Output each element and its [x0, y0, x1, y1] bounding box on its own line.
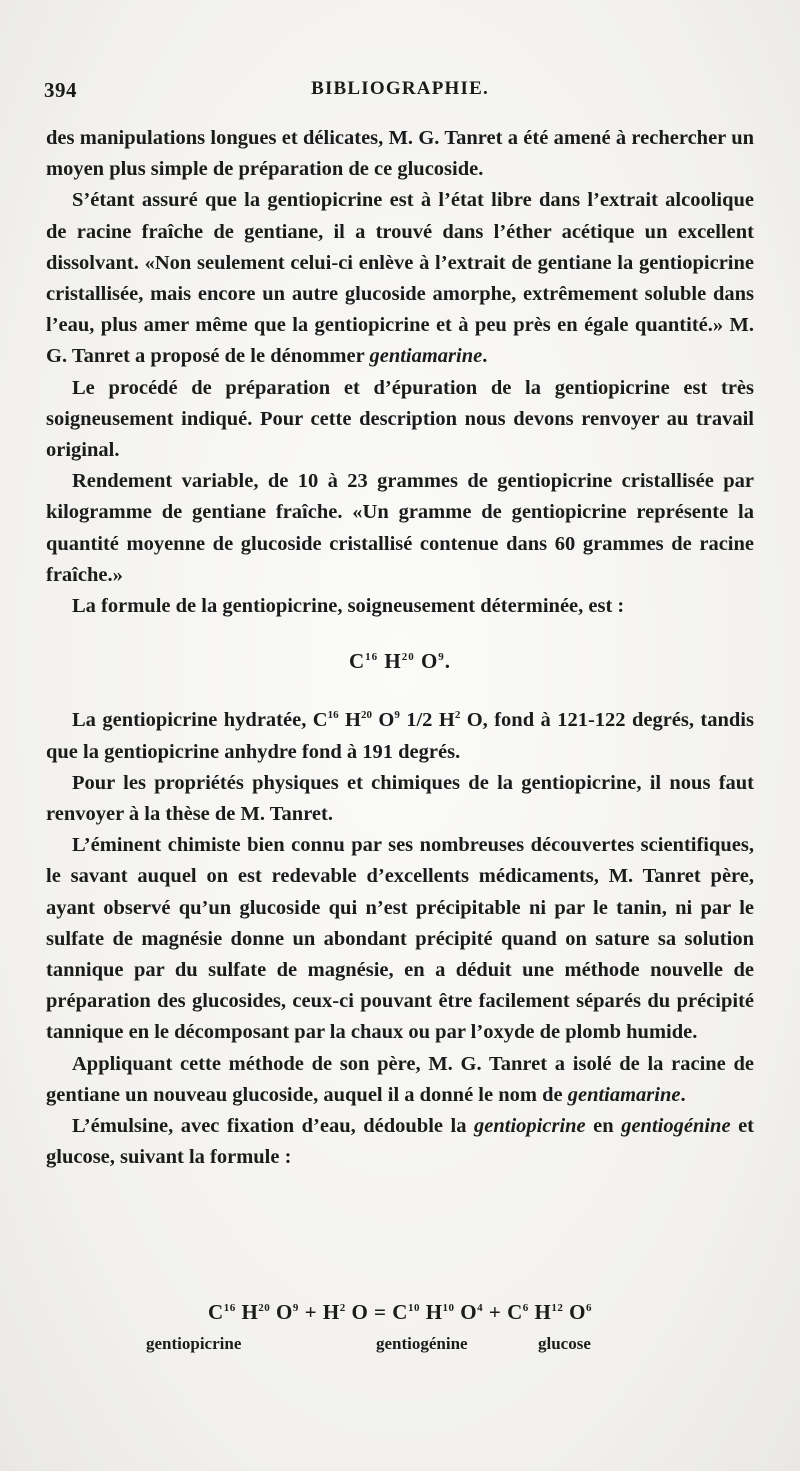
- paragraph-4: Rendement variable, de 10 à 23 grammes de gentiopicrine cristallisée par kilogramme de gentiane fraîche. «Un gramme de gentiopicrine représente la quantité moyenne de glucoside cristallisé contenue dans 60 grammes de racine fraîche.»: [46, 470, 754, 586]
- eq-t3: O: [270, 1300, 293, 1324]
- label-gentiogenine: gentiogénine: [376, 1334, 468, 1353]
- p6-sup3: 9: [394, 709, 400, 722]
- equation-row: [46, 1300, 754, 1330]
- page-number: 394: [44, 78, 77, 102]
- paragraph-2-text: S’étant assuré que la gentiopicrine est à l’état libre dans l’extrait alcoolique de racine fraîche de gentiane, il a trouvé dans l’éther acétique un excellent dissolvant. «Non seulement celui-ci enlève à l’extrait de gentiane la gentiopicrine cristallisée, mais encore un autre glucoside amorphe, extrêmement soluble dans l’eau, plus amer même que la gentiopicrine et à peu près en égale quantité.» M. G. Tanret a proposé de le dénommer: [46, 189, 754, 368]
- eq-t11: O: [563, 1300, 586, 1324]
- formula-o-index: 9: [438, 651, 445, 664]
- formula-gentiopicrine: [46, 646, 754, 677]
- label-glucose: glucose: [538, 1334, 591, 1353]
- p6-e: O, fond à 121-122 degrés, tandis que la gentiopicrine anhydre fond à 191 degrés.: [46, 709, 754, 763]
- eq-t9: C: [507, 1300, 523, 1324]
- label-gentiopicrine: gentiopicrine: [146, 1334, 242, 1353]
- p10-a: L’émulsine, avec fixation d’eau, dédouble la: [72, 1115, 475, 1138]
- eq-t4: H: [322, 1300, 340, 1324]
- eq-plus1: +: [298, 1300, 323, 1324]
- page-body: [46, 123, 754, 1174]
- eq-t1: C: [208, 1300, 224, 1324]
- formula-o: O: [420, 649, 439, 674]
- eq-plus2: +: [483, 1300, 508, 1324]
- eq-t2: H: [235, 1300, 259, 1324]
- equation-labels: [46, 1334, 754, 1360]
- paragraph-5: La formule de la gentiopicrine, soigneusement déterminée, est :: [72, 595, 625, 618]
- eq-s11: 6: [585, 1302, 592, 1314]
- eq-s9: 6: [522, 1302, 529, 1314]
- running-title: BIBLIOGRAPHIE.: [311, 78, 489, 99]
- p9-text: Appliquant cette méthode de son père, M. G. Tanret a isolé de la racine de gentiane un nouveau glucoside, auquel il a donné le nom de: [46, 1052, 754, 1106]
- paragraph-6: [46, 705, 754, 767]
- formula-h-index: 20: [401, 651, 415, 664]
- term-gentiopicrine: gentiopicrine: [474, 1115, 586, 1138]
- paragraph-3: Le procédé de préparation et d’épuration de la gentiopicrine est très soigneusement indiqué. Pour cette description nous devons renvoyer au travail original.: [46, 376, 754, 462]
- page-header: [44, 78, 756, 106]
- eq-s2: 20: [258, 1302, 271, 1314]
- paragraph-10: [46, 1111, 754, 1173]
- p6-b: H: [338, 709, 361, 732]
- formula-c: C: [348, 649, 366, 674]
- paragraph-8: L’éminent chimiste bien connu par ses nombreuses découvertes scientifiques, le savant auquel on est redevable d’excellents médicaments, M. Tanret père, ayant observé qu’un glucoside qui n’est précipitable ni par le tanin, ni par le sulfate de magnésie donne un abondant précipité quand on sature sa solution tannique par du sulfate de magnésie, en a déduit une méthode nouvelle de préparation des glucosides, ceux-ci pouvant être facilement séparés du précipité tannique en le décomposant par la chaux ou par l’oxyde de plomb humide.: [46, 834, 754, 1044]
- paragraph-7: Pour les propriétés physiques et chimiques de la gentiopicrine, il nous faut renvoyer à la thèse de M. Tanret.: [46, 771, 754, 826]
- eq-t6: C: [392, 1300, 408, 1324]
- eq-t5: O: [345, 1300, 369, 1324]
- formula-end: .: [444, 649, 452, 674]
- reaction-equation: [46, 1300, 754, 1360]
- eq-s8: 4: [477, 1302, 484, 1314]
- eq-t7: H: [419, 1300, 443, 1324]
- p10-c: et glucose, suivant la formule :: [46, 1115, 754, 1169]
- p10-b: en: [585, 1115, 622, 1138]
- eq-t8: O: [454, 1300, 478, 1324]
- eq-s4: 2: [339, 1302, 346, 1314]
- formula-h: H: [384, 649, 402, 674]
- term-gentiamarine-2: gentiamarine: [567, 1083, 681, 1106]
- eq-equals: =: [368, 1300, 393, 1324]
- p6-c: O: [371, 709, 395, 732]
- p6-a: La gentiopicrine hydratée, C: [72, 709, 328, 732]
- formula-c-index: 16: [365, 651, 379, 664]
- paragraph-9: [46, 1049, 754, 1111]
- p9-end: .: [680, 1083, 686, 1106]
- p6-sup4: 2: [454, 709, 461, 722]
- eq-s6: 10: [407, 1302, 420, 1314]
- term-gentiogenine: gentiogénine: [621, 1115, 731, 1138]
- paragraph-2: [46, 185, 754, 372]
- paragraph-1: des manipulations longues et délicates, M. G. Tanret a été amené à rechercher un moyen plus simple de préparation de ce glucoside.: [46, 127, 754, 181]
- eq-t10: H: [528, 1300, 552, 1324]
- p6-sup1: 16: [327, 709, 339, 722]
- eq-s7: 10: [442, 1302, 455, 1314]
- eq-s3: 9: [292, 1302, 299, 1314]
- eq-s10: 12: [551, 1302, 564, 1314]
- term-gentiamarine: gentiamarine: [369, 345, 483, 368]
- eq-s1: 16: [223, 1302, 236, 1314]
- p6-sup2: 20: [360, 709, 372, 722]
- p6-d: 1/2 H: [399, 709, 455, 732]
- paragraph-2-end: .: [482, 345, 488, 368]
